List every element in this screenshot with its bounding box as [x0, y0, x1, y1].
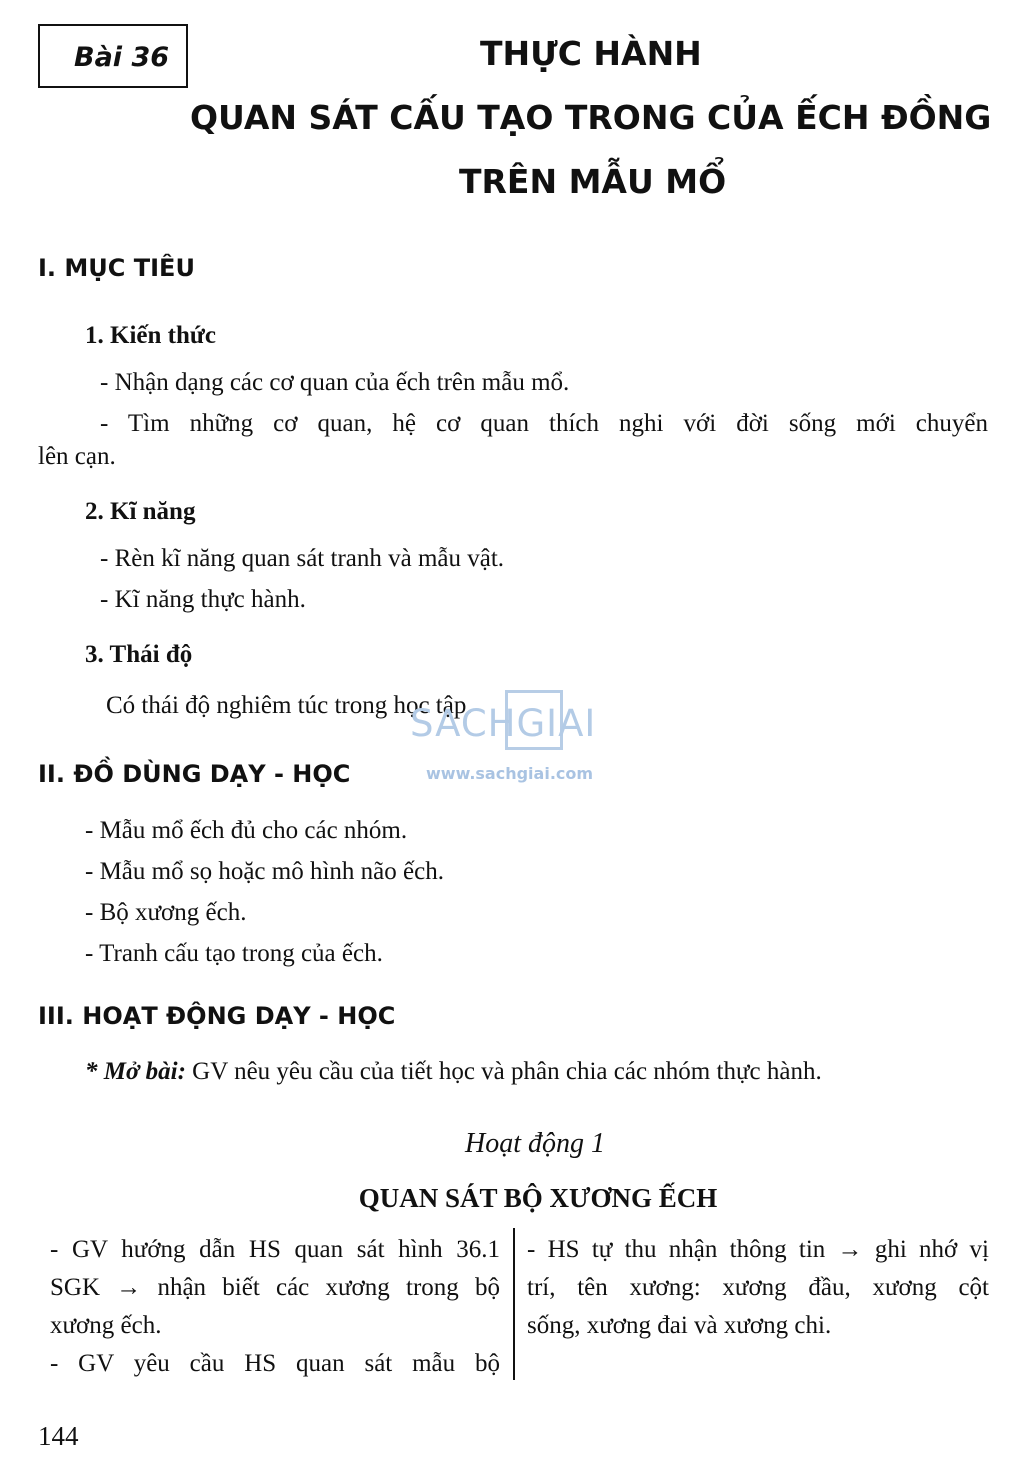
section2-heading: II. ĐỒ DÙNG DẠY - HỌC: [38, 760, 351, 788]
right-col-line: - HS tự thu nhận thông tin → ghi nhớ vị: [527, 1236, 989, 1263]
sub3-item1: Có thái độ nghiêm túc trong học tập.: [106, 692, 473, 719]
intro-label: * Mở bài:: [85, 1058, 186, 1085]
table-left-column: [50, 1231, 500, 1383]
equipment-item: - Mẫu mổ ếch đủ cho các nhóm.: [85, 817, 408, 844]
watermark-brand: SACHGIAI: [410, 702, 597, 745]
sub2-heading: 2. Kĩ năng: [85, 498, 196, 525]
left-col-line: xương ếch.: [50, 1312, 162, 1339]
intro-paragraph: [85, 1058, 822, 1086]
title-line3: TRÊN MẪU MỔ: [459, 162, 727, 201]
left-col-line: - GV yêu cầu HS quan sát mẫu bộ: [50, 1350, 500, 1377]
watermark-url: www.sachgiai.com: [426, 764, 594, 783]
sub1-item1: - Nhận dạng các cơ quan của ếch trên mẫu mổ.: [100, 369, 570, 396]
title-line2: QUAN SÁT CẤU TẠO TRONG CỦA ẾCH ĐỒNG: [190, 98, 992, 137]
section1-heading: I. MỤC TIÊU: [38, 254, 195, 282]
sub1-item2-line1: - Tìm những cơ quan, hệ cơ quan thích nghi với đời sống mới chuyển: [100, 410, 988, 437]
equipment-item: - Bộ xương ếch.: [85, 899, 247, 926]
left-col-line: - GV hướng dẫn HS quan sát hình 36.1: [50, 1236, 500, 1263]
sub3-heading: 3. Thái độ: [85, 641, 193, 668]
sub2-item1: - Rèn kĩ năng quan sát tranh và mẫu vật.: [100, 545, 505, 572]
section3-heading: III. HOẠT ĐỘNG DẠY - HỌC: [38, 1002, 396, 1030]
title-line1: THỰC HÀNH: [480, 34, 702, 73]
lesson-label: Bài 36: [74, 42, 170, 73]
equipment-item: - Mẫu mổ sọ hoặc mô hình não ếch.: [85, 858, 444, 885]
activity-title: QUAN SÁT BỘ XƯƠNG ẾCH: [358, 1183, 718, 1213]
equipment-item: - Tranh cấu tạo trong của ếch.: [85, 940, 383, 967]
activity-label: Hoạt động 1: [465, 1128, 605, 1159]
page-number: 144: [38, 1421, 79, 1451]
left-col-line: SGK → nhận biết các xương trong bộ: [50, 1274, 500, 1301]
sub2-item2: - Kĩ năng thực hành.: [100, 586, 306, 613]
sub1-heading: 1. Kiến thức: [85, 322, 216, 349]
sub1-item2-line2: lên cạn.: [38, 443, 116, 470]
right-col-line: trí, tên xương: xương đầu, xương cột: [527, 1274, 989, 1301]
intro-text: GV nêu yêu cầu của tiết học và phân chia các nhóm thực hành.: [185, 1058, 822, 1085]
table-right-column: [527, 1231, 989, 1345]
table-column-divider: [513, 1228, 515, 1380]
right-col-line: sống, xương đai và xương chi.: [527, 1312, 832, 1339]
